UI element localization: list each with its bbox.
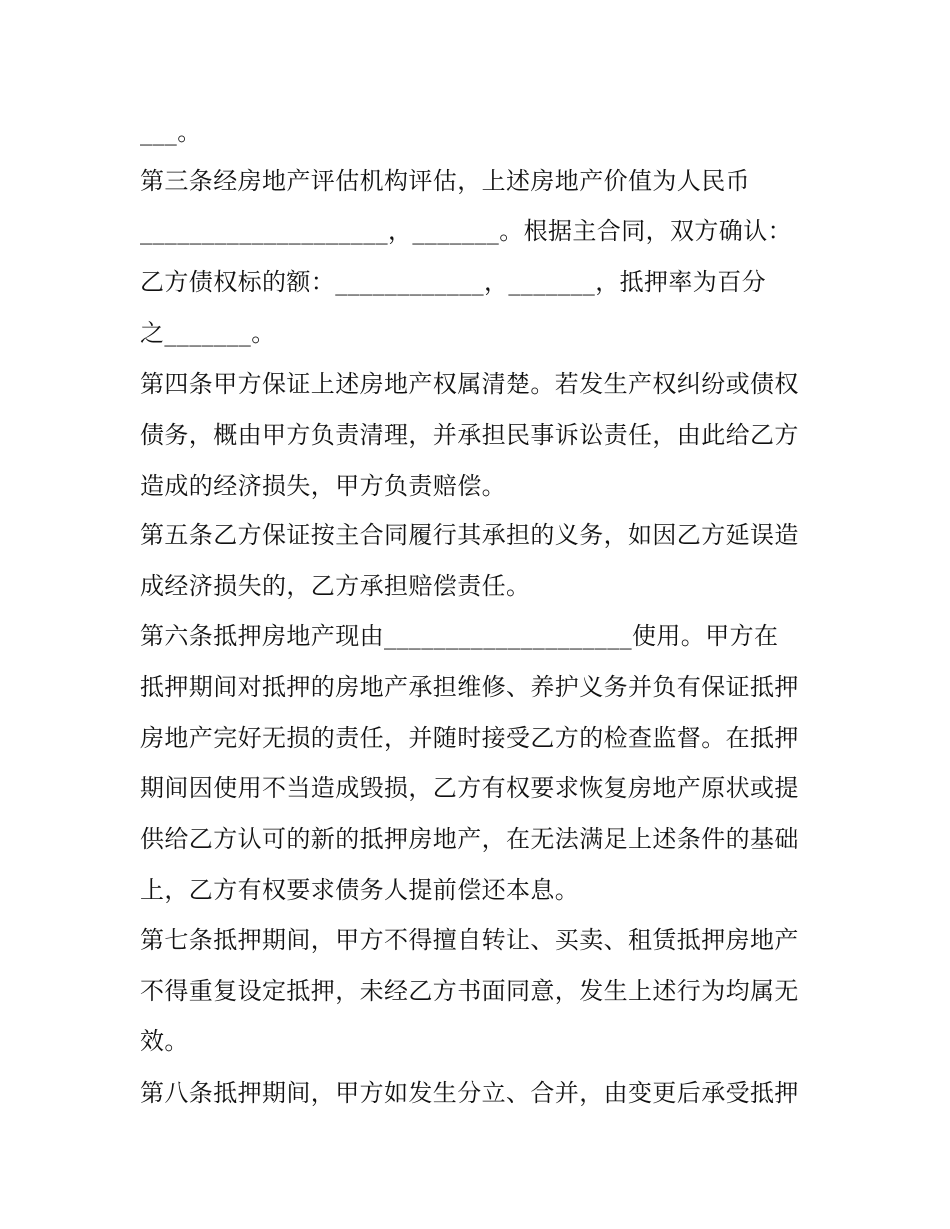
text-line: 抵押期间对抵押的房地产承担维修、养护义务并负有保证抵押 bbox=[140, 673, 799, 701]
text-line: 第六条抵押房地产现由____________________使用。甲方在 bbox=[140, 622, 779, 650]
text-line: 期间因使用不当造成毁损，乙方有权要求恢复房地产原状或提 bbox=[140, 774, 799, 802]
text-line: 第三条经房地产评估机构评估，上述房地产价值为人民币 bbox=[140, 167, 750, 195]
text-line: 债务，概由甲方负责清理，并承担民事诉讼责任，由此给乙方 bbox=[140, 421, 799, 449]
text-line: 上，乙方有权要求债务人提前偿还本息。 bbox=[140, 876, 580, 904]
text-line: 不得重复设定抵押，未经乙方书面同意，发生上述行为均属无 bbox=[140, 977, 799, 1005]
text-line: 房地产完好无损的责任，并随时接受乙方的检查监督。在抵押 bbox=[140, 724, 799, 752]
text-line: 第四条甲方保证上述房地产权属清楚。若发生产权纠纷或债权 bbox=[140, 370, 799, 398]
text-line: 效。 bbox=[140, 1027, 189, 1055]
text-line: ___。 bbox=[140, 118, 202, 146]
text-line: 供给乙方认可的新的抵押房地产，在无法满足上述条件的基础 bbox=[140, 825, 799, 853]
text-line: 之_______。 bbox=[140, 319, 276, 347]
text-line: 造成的经济损失，甲方负责赔偿。 bbox=[140, 472, 506, 500]
text-line: 第七条抵押期间，甲方不得擅自转让、买卖、租赁抵押房地产 bbox=[140, 926, 799, 954]
text-line: 乙方债权标的额：____________，_______，抵押率为百分 bbox=[140, 268, 766, 296]
text-line: ____________________，_______。根据主合同，双方确认： bbox=[140, 217, 792, 245]
text-line: 成经济损失的，乙方承担赔偿责任。 bbox=[140, 572, 531, 600]
text-line: 第八条抵押期间，甲方如发生分立、合并，由变更后承受抵押 bbox=[140, 1079, 799, 1107]
text-line: 第五条乙方保证按主合同履行其承担的义务，如因乙方延误造 bbox=[140, 521, 799, 549]
